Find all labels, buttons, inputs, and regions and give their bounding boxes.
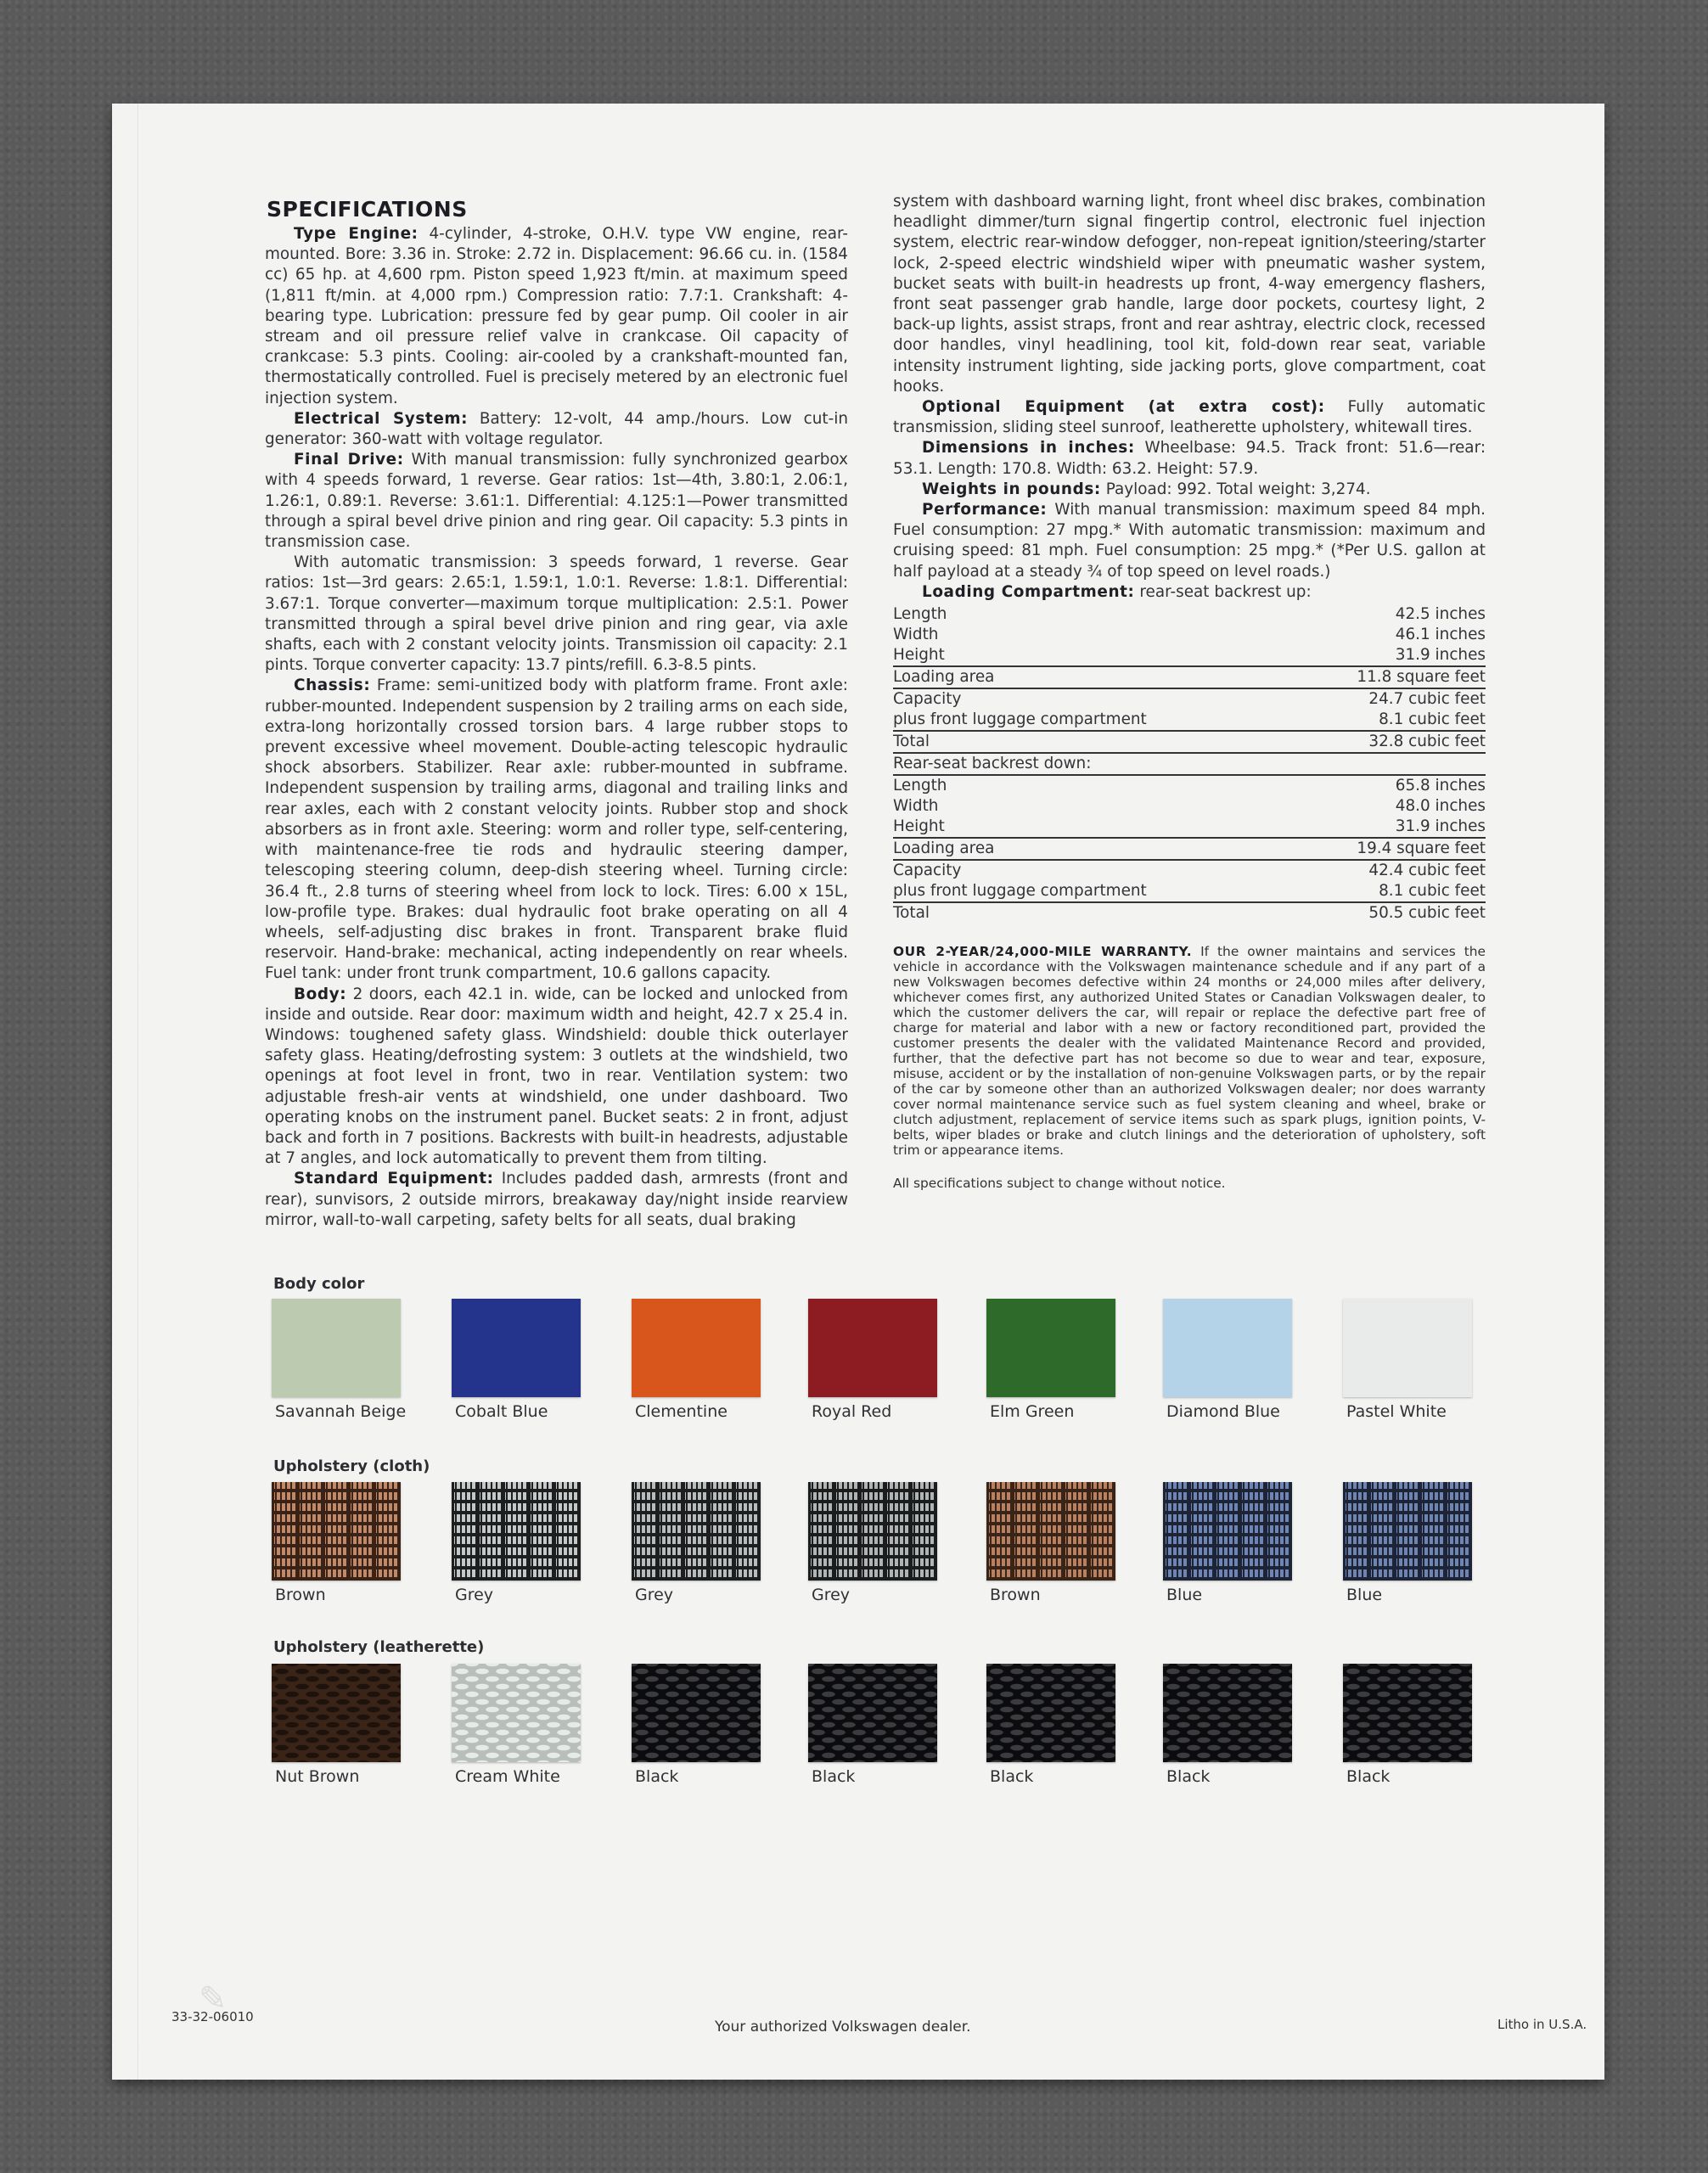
body-color-swatch bbox=[1343, 1299, 1472, 1397]
swatch-name: Elm Green bbox=[990, 1402, 1075, 1421]
row-label: Total bbox=[893, 731, 1286, 753]
spec-paragraph bbox=[893, 480, 1486, 500]
upholstery-leatherette-swatch bbox=[1343, 1664, 1472, 1762]
row-value: 31.9 inches bbox=[1286, 645, 1486, 666]
row-label: plus front luggage compartment bbox=[893, 710, 1286, 731]
swatch-name: Savannah Beige bbox=[275, 1402, 407, 1421]
upholstery-cloth-swatch bbox=[1163, 1482, 1292, 1581]
table-row bbox=[893, 902, 1486, 924]
spec-paragraph bbox=[265, 450, 848, 553]
table-row bbox=[893, 753, 1486, 775]
spec-label: Chassis: bbox=[294, 677, 371, 695]
spec-text: With manual transmission: maximum speed 84 mph. Fuel consumption: 27 mpg.* With automatic transmission: maximum and cruising speed: 81 mph. Fuel consumption: 25 mpg.* (*Per U.S. gallon at half payload at a steady ¾ of top speed on level roads.) bbox=[893, 501, 1486, 581]
footer-dealer: Your authorized Volkswagen dealer. bbox=[715, 2019, 971, 2035]
swatch-name: Black bbox=[1166, 1767, 1211, 1786]
row-label: Loading area bbox=[893, 666, 1286, 688]
upholstery-leatherette-swatch bbox=[272, 1664, 401, 1762]
table-row bbox=[893, 817, 1486, 838]
row-value: 65.8 inches bbox=[1395, 777, 1486, 795]
row-label: Capacity bbox=[893, 862, 962, 880]
row-value: 8.1 cubic feet bbox=[1286, 710, 1486, 731]
spec-label: Weights in pounds: bbox=[922, 480, 1101, 498]
brochure-page bbox=[112, 104, 1604, 2080]
warranty-label: OUR 2-YEAR/24,000-MILE WARRANTY. bbox=[893, 944, 1193, 960]
swatch-name: Blue bbox=[1346, 1586, 1383, 1604]
spec-paragraph bbox=[265, 224, 848, 409]
row-label: Rear-seat backrest down: bbox=[893, 753, 1286, 775]
table-row bbox=[893, 710, 1486, 731]
body-color-swatch bbox=[272, 1299, 401, 1397]
swatch-name: Brown bbox=[275, 1586, 326, 1604]
swatch-name: Cream White bbox=[455, 1767, 560, 1786]
swatch-name: Black bbox=[1346, 1767, 1391, 1786]
row-value: 11.8 square feet bbox=[1286, 666, 1486, 688]
spec-text: 4-cylinder, 4-stroke, O.H.V. type VW engine, rear-mounted. Bore: 3.36 in. Stroke: 2.72 in. Displacement: 96.66 cu. in. (1584 cc) 65 hp. at 4,600 rpm. Piston speed 1,923 ft/min. at maximum speed (1,811 ft/min. at 4,000 rpm.) Compression ratio: 7.7:1. Crankshaft: 4-bearing type. Lubrication: pressure fed by gear pump. Oil cooler in air stream and oil pressure relief valve in crankcase. Oil capacity of crankcase: 5.3 pints. Cooling: air-cooled by a crankshaft-mounted fan, thermostatically controlled. Fuel is precisely metered by an electronic fuel injection system. bbox=[265, 225, 849, 407]
table-row bbox=[893, 604, 1486, 625]
row-value: 42.4 cubic feet bbox=[1368, 862, 1486, 880]
table-row bbox=[893, 860, 1486, 881]
row-label: plus front luggage compartment bbox=[893, 881, 1286, 902]
spec-label: Electrical System: bbox=[294, 409, 469, 428]
row-label: Capacity bbox=[893, 690, 962, 709]
upholstery-cloth-swatch bbox=[272, 1482, 401, 1581]
swatch-name: Black bbox=[990, 1767, 1034, 1786]
row-value bbox=[1286, 753, 1486, 775]
swatch-name: Blue bbox=[1166, 1586, 1203, 1604]
spec-paragraph bbox=[265, 409, 848, 450]
swatch-name: Grey bbox=[455, 1586, 494, 1604]
swatch-name: Clementine bbox=[635, 1402, 728, 1421]
spec-text: Battery: 12-volt, 44 amp./hours. Low cut-in generator: 360-watt with voltage regulator. bbox=[265, 409, 849, 449]
row-value: 24.7 cubic feet bbox=[1368, 690, 1486, 709]
body-color-swatch bbox=[1163, 1299, 1292, 1397]
swatch-name: Black bbox=[812, 1767, 856, 1786]
spec-paragraph bbox=[893, 192, 1486, 397]
table-row bbox=[893, 796, 1486, 817]
row-value: 8.1 cubic feet bbox=[1286, 881, 1486, 902]
table-row bbox=[893, 775, 1486, 796]
row-value: 42.5 inches bbox=[1395, 605, 1486, 624]
spec-label: Body: bbox=[294, 985, 347, 1003]
swatch-name: Royal Red bbox=[812, 1402, 892, 1421]
specifications-left-column bbox=[265, 197, 848, 1231]
specifications-right-column bbox=[893, 192, 1486, 1193]
table-row bbox=[893, 645, 1486, 666]
table-row bbox=[893, 881, 1486, 902]
table-row bbox=[893, 688, 1486, 710]
spec-label: Final Drive: bbox=[294, 451, 404, 469]
body-color-label: Body color bbox=[273, 1275, 365, 1293]
spec-label: Dimensions in inches: bbox=[922, 439, 1135, 458]
upholstery-cloth-swatch bbox=[808, 1482, 937, 1581]
spec-paragraph bbox=[265, 553, 848, 676]
row-label: Total bbox=[893, 904, 930, 923]
spec-text: Includes padded dash, armrests (front and rear), sunvisors, 2 outside mirrors, breakaway day/night inside rearview mirror, wall-to-wall carpeting, safety belts for all seats, dual braking bbox=[265, 1170, 849, 1229]
row-value: 46.1 inches bbox=[1395, 626, 1486, 644]
footer-litho: Litho in U.S.A. bbox=[1497, 2017, 1587, 2032]
spec-paragraph bbox=[265, 676, 848, 984]
row-label: Length bbox=[893, 605, 947, 624]
warranty-text: If the owner maintains and services the vehicle in accordance with the Volkswagen maintenance schedule and if any part of a new Volkswagen becomes defective within 24 months or 24,000 miles after delivery, whichever comes first, any authorized United States or Canadian Volkswagen dealer, to which the customer delivers the car, will repair or replace the defective part free of charge for material and labor with a new or factory reconditioned part, provided the customer presents the dealer with the validated Maintenance Record and provided, further, that the defective part has not become so due to wear and tear, exposure, misuse, accident or by the installation of non-genuine Volkswagen parts, or by the repair of the car by someone other than an authorized Volkswagen dealer; nor does warranty cover normal maintenance service such as fuel system cleaning and wheel, brake or clutch adjustment, replacement of service items such as spark plugs, ignition points, V-belts, wiper blades or brake and clutch linings and the deterioration of upholstery, soft trim or appearance items. bbox=[893, 944, 1486, 1159]
spec-text: 2 doors, each 42.1 in. wide, can be locked and unlocked from inside and outside. Rear door: maximum width and height, 42.7 x 25.4 in. Windows: toughened safety glass. Windshield: double thick outerlayer safety glass. Heating/defrosting system: 3 outlets at the windshield, two openings at foot level in front, two in rear. Ventilation system: two adjustable fresh-air vents at windshield, one under dashboard. Two operating knobs on the instrument panel. Bucket seats: 2 in front, adjust back and forth in 7 positions. Backrests with built-in headrests, adjustable at 7 angles, and lock automatically to prevent them from tilting. bbox=[265, 985, 848, 1168]
swatch-name: Nut Brown bbox=[275, 1767, 360, 1786]
swatch-name: Diamond Blue bbox=[1166, 1402, 1280, 1421]
body-color-swatch bbox=[452, 1299, 581, 1397]
row-label: Length bbox=[893, 777, 947, 795]
spec-label: Standard Equipment: bbox=[294, 1170, 494, 1188]
spec-label: Optional Equipment (at extra cost): bbox=[922, 398, 1325, 417]
spec-paragraph bbox=[893, 582, 1486, 603]
body-color-swatch bbox=[808, 1299, 937, 1397]
spec-paragraph bbox=[265, 1169, 848, 1231]
spec-text: Fully automatic transmission, sliding steel sunroof, leatherette upholstery, whitewall tires. bbox=[893, 398, 1486, 437]
spec-paragraph bbox=[265, 985, 848, 1170]
body-color-swatch bbox=[632, 1299, 761, 1397]
loading-compartment-table bbox=[893, 604, 1486, 924]
spec-text: Payload: 992. Total weight: 3,274. bbox=[1100, 480, 1371, 498]
swatch-name: Cobalt Blue bbox=[455, 1402, 548, 1421]
row-label: Width bbox=[893, 797, 939, 816]
row-label: Loading area bbox=[893, 838, 1286, 860]
spec-text: Wheelbase: 94.5. Track front: 51.6—rear: 53.1. Length: 170.8. Width: 63.2. Height: 57.9. bbox=[893, 439, 1486, 478]
row-label: Width bbox=[893, 626, 939, 644]
swatch-name: Black bbox=[635, 1767, 679, 1786]
row-label: Height bbox=[893, 645, 1286, 666]
swatch-name: Grey bbox=[812, 1586, 851, 1604]
table-row bbox=[893, 838, 1486, 860]
spec-text: With automatic transmission: 3 speeds forward, 1 reverse. Gear ratios: 1st—3rd gears: 2.65:1, 1.59:1, 1.0:1. Reverse: 1.8:1. Differential: 3.67:1. Torque converter—maximum torque multiplication: 2.5:1. Power transmitted through a spiral bevel drive pinion and ring gear, via axle shafts, each with 2 constant velocity joints. Transmission oil capacity: 2.1 pints. Torque converter capacity: 13.7 pints/refill. 6.3-8.5 pints. bbox=[265, 553, 848, 675]
spec-text: Frame: semi-unitized body with platform frame. Front axle: rubber-mounted. Independent suspension by 2 trailing arms on each side, extra-long horizontally crossed torsion bars. 4 large rubber stops to prevent excessive wheel movement. Double-acting telescopic hydraulic shock absorbers. Stabilizer. Rear axle: rubber-mounted in subframe. Independent suspension by trailing arms, diagonal and trailing links and rear axles, each with 2 constant velocity joints. Rubber stop and shock absorbers as in front axle. Steering: worm and roller type, self-centering, with maintenance-free tie rods and hydraulic steering damper, telescoping steering column, deep-dish steering wheel. Turning circle: 36.4 ft., 2.8 turns of steering wheel from lock to lock. Tires: 6.00 x 15L, low-profile type. Brakes: dual hydraulic foot brake operating on all 4 wheels, self-adjusting disc brakes in front. Transparent brake fluid reservoir. Hand-brake: mechanical, acting independently on rear wheels. Fuel tank: under front trunk compartment, 10.6 gallons capacity. bbox=[265, 677, 848, 983]
row-value: 50.5 cubic feet bbox=[1368, 904, 1486, 923]
spec-label: Type Engine: bbox=[294, 225, 419, 243]
table-row bbox=[893, 731, 1486, 753]
body-color-swatch bbox=[986, 1299, 1115, 1397]
warranty-paragraph bbox=[893, 944, 1486, 1158]
spec-paragraph bbox=[893, 438, 1486, 479]
row-value: 32.8 cubic feet bbox=[1286, 731, 1486, 753]
upholstery-cloth-swatch bbox=[632, 1482, 761, 1581]
spec-text: system with dashboard warning light, front wheel disc brakes, combination headlight dimmer/turn signal fingertip control, electronic fuel injection system, electric rear-window defogger, non-repeat ignition/steering/starter lock, 2-speed electric windshield wiper with pneumatic washer system, bucket seats with built-in headrests up front, 4-way emergency flashers, front seat passenger grab handle, large door pockets, courtesy light, 2 back-up lights, assist straps, front and rear ashtray, electric clock, recessed door handles, vinyl headlining, tool kit, fold-down rear seat, variable intensity instrument lighting, side jacking ports, glove compartment, coat hooks. bbox=[893, 193, 1486, 396]
upholstery-cloth-swatch bbox=[986, 1482, 1115, 1581]
spec-text: With manual transmission: fully synchronized gearbox with 4 speeds forward, 1 reverse. Gear ratios: 1st—4th, 3.80:1, 2.06:1, 1.26:1, 0.89:1. Reverse: 3.61:1. Differential: 4.125:1—Power transmitted through a spiral bevel drive pinion and ring gear. Oil capacity: 5.3 pints in transmission case. bbox=[265, 451, 848, 552]
spec-text: rear-seat backrest up: bbox=[1134, 582, 1312, 601]
spec-label: Loading Compartment: bbox=[922, 582, 1135, 601]
footer-code: 33-32-06010 bbox=[171, 2009, 254, 2024]
upholstery-leatherette-label: Upholstery (leatherette) bbox=[273, 1638, 485, 1656]
upholstery-leatherette-swatch bbox=[452, 1664, 581, 1762]
upholstery-leatherette-swatch bbox=[986, 1664, 1115, 1762]
upholstery-leatherette-swatch bbox=[808, 1664, 937, 1762]
row-value: 19.4 square feet bbox=[1286, 838, 1486, 860]
swatch-name: Pastel White bbox=[1346, 1402, 1447, 1421]
spec-paragraph bbox=[893, 500, 1486, 582]
table-row bbox=[893, 666, 1486, 688]
change-notice: All specifications subject to change without notice. bbox=[893, 1176, 1226, 1192]
pencil-mark: ✎ bbox=[199, 1979, 228, 2019]
row-value: 31.9 inches bbox=[1286, 817, 1486, 838]
spec-label: Performance: bbox=[922, 501, 1048, 519]
swatch-name: Grey bbox=[635, 1586, 674, 1604]
upholstery-cloth-swatch bbox=[1343, 1482, 1472, 1581]
upholstery-cloth-swatch bbox=[452, 1482, 581, 1581]
upholstery-cloth-label: Upholstery (cloth) bbox=[273, 1457, 430, 1475]
page-fold bbox=[138, 104, 139, 2080]
table-row bbox=[893, 625, 1486, 645]
upholstery-leatherette-swatch bbox=[1163, 1664, 1292, 1762]
upholstery-leatherette-swatch bbox=[632, 1664, 761, 1762]
specifications-heading: SPECIFICATIONS bbox=[267, 197, 468, 222]
row-label: Height bbox=[893, 817, 1286, 838]
swatch-name: Brown bbox=[990, 1586, 1041, 1604]
spec-paragraph bbox=[893, 397, 1486, 438]
row-value: 48.0 inches bbox=[1395, 797, 1486, 816]
